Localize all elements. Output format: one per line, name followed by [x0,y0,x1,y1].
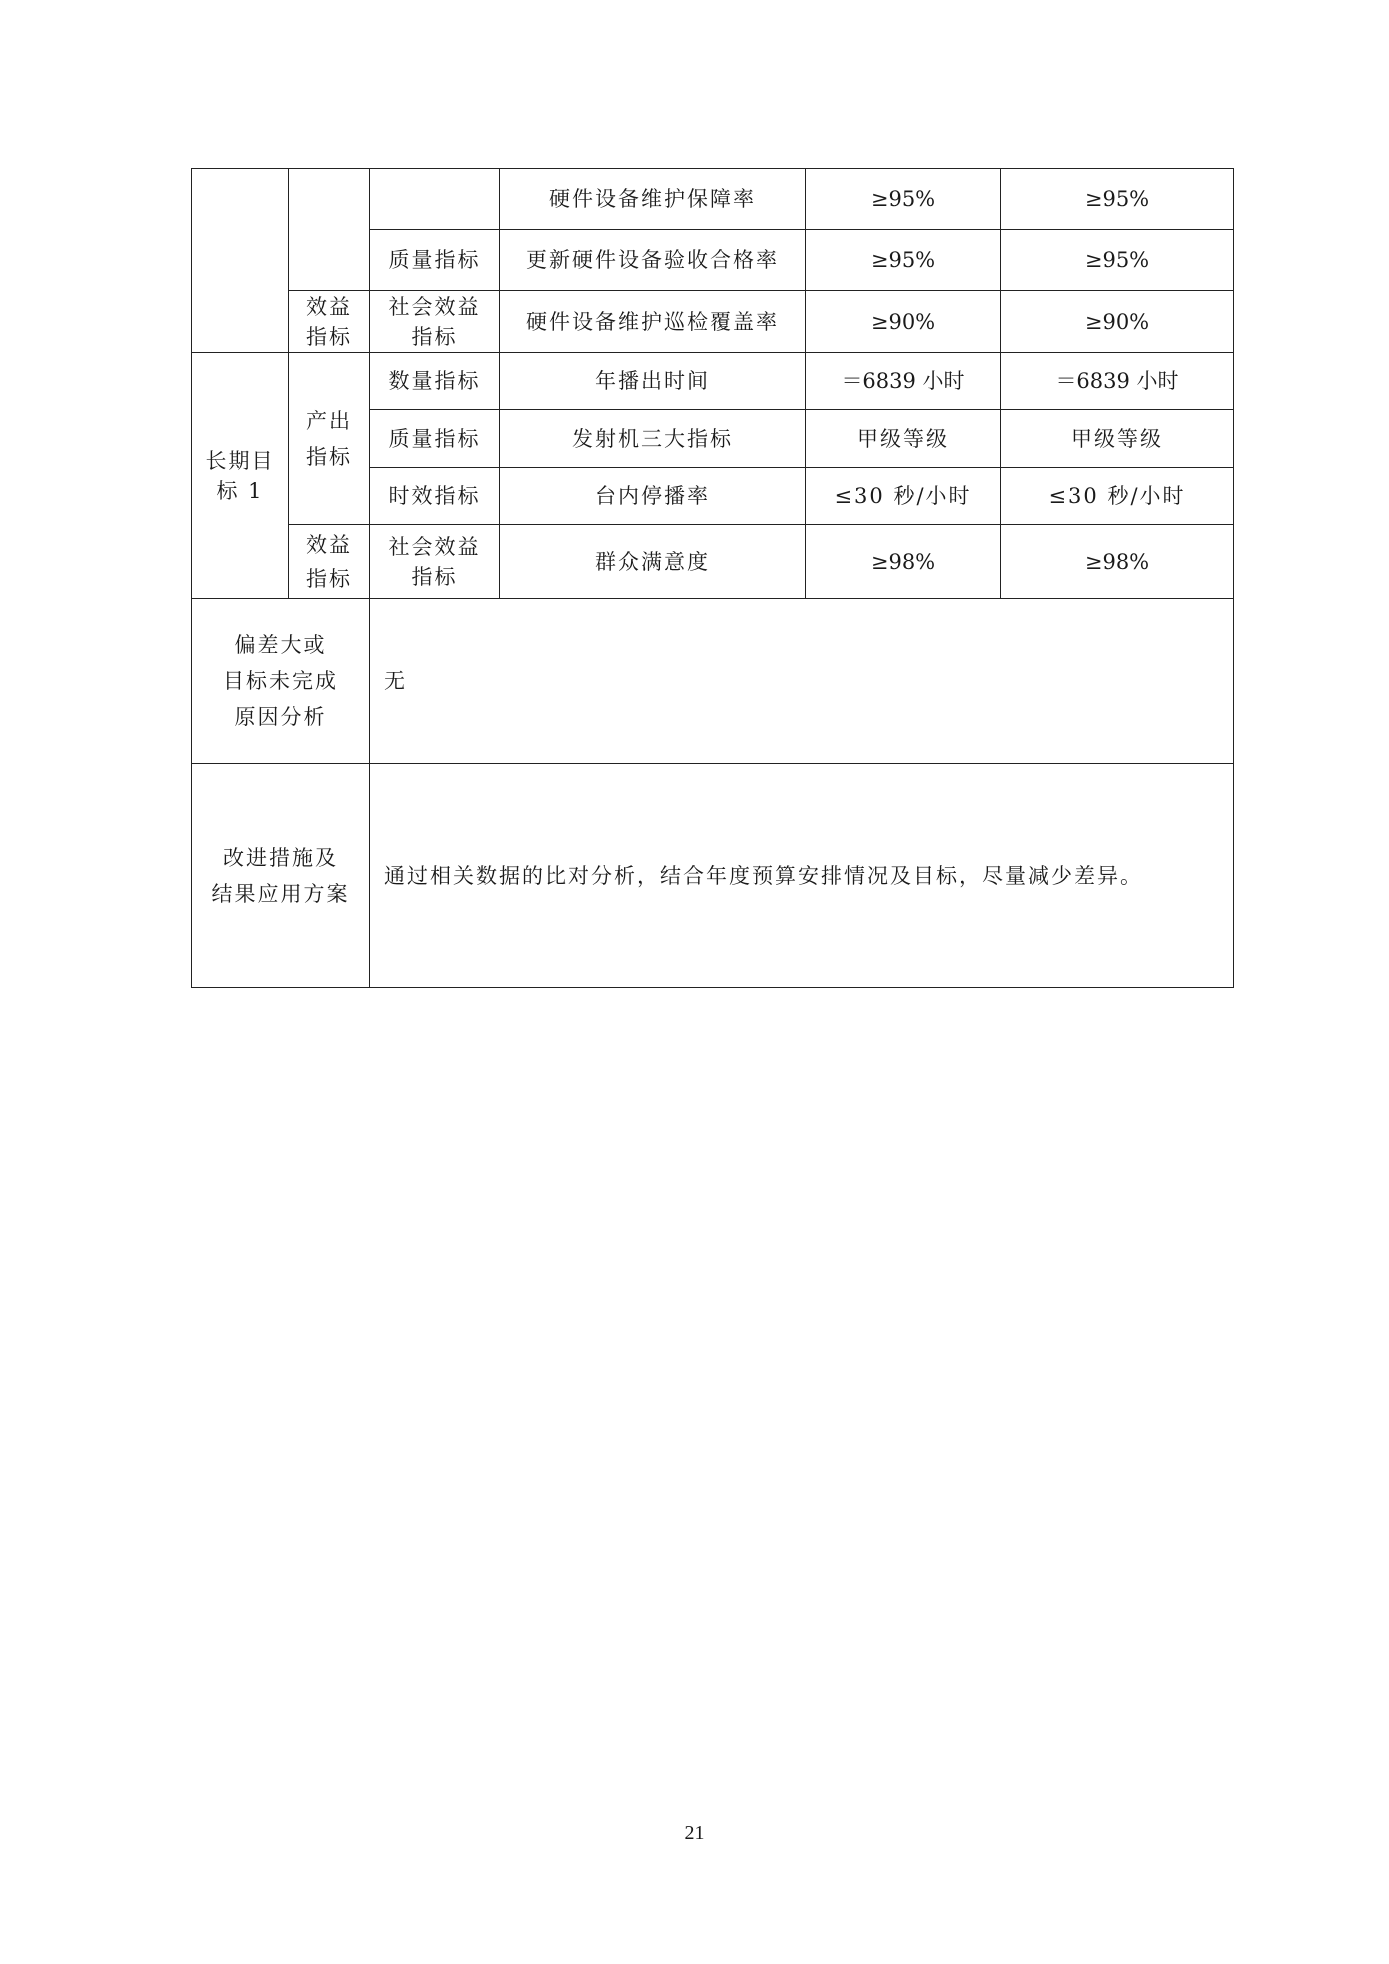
indicator-cell: 硬件设备维护巡检覆盖率 [500,291,806,353]
level3-cell: 社会效益 指标 [370,525,500,599]
actual-cell: ≥95% [1001,230,1234,291]
indicator-cell: 硬件设备维护保障率 [500,169,806,230]
indicator-cell: 群众满意度 [500,525,806,599]
indicator-cell: 台内停播率 [500,468,806,525]
level3-cell: 社会效益 指标 [370,291,500,353]
level2-cell: 效益 指标 [289,291,370,353]
deviation-label: 偏差大或 目标未完成 原因分析 [192,599,370,764]
level2-cell: 效益 指标 [289,525,370,599]
actual-cell: ≥90% [1001,291,1234,353]
table-row [192,169,1234,230]
target-cell: ≥90% [806,291,1001,353]
level2-cell: 产出 指标 [289,353,370,525]
actual-cell: ≤30 秒/小时 [1001,468,1234,525]
indicator-cell: 更新硬件设备验收合格率 [500,230,806,291]
level1-cell [192,169,289,353]
deviation-value: 无 [370,599,1234,764]
level3-cell: 时效指标 [370,468,500,525]
table-row [192,525,1234,599]
performance-table [191,168,1234,988]
deviation-row [192,599,1234,764]
actual-cell: 甲级等级 [1001,410,1234,468]
indicator-cell: 发射机三大指标 [500,410,806,468]
level3-cell [370,169,500,230]
improvement-label: 改进措施及 结果应用方案 [192,764,370,988]
actual-cell: ≥98% [1001,525,1234,599]
target-cell: ≤30 秒/小时 [806,468,1001,525]
target-cell: ≥95% [806,169,1001,230]
level2-cell [289,169,370,291]
level3-cell: 数量指标 [370,353,500,410]
improvement-row [192,764,1234,988]
indicator-cell: 年播出时间 [500,353,806,410]
target-cell: ≥95% [806,230,1001,291]
level3-cell: 质量指标 [370,230,500,291]
target-cell: ＝6839 小时 [806,353,1001,410]
level3-cell: 质量指标 [370,410,500,468]
target-cell: ≥98% [806,525,1001,599]
improvement-value: 通过相关数据的比对分析，结合年度预算安排情况及目标，尽量减少差异。 [370,764,1234,988]
target-cell: 甲级等级 [806,410,1001,468]
actual-cell: ＝6839 小时 [1001,353,1234,410]
actual-cell: ≥95% [1001,169,1234,230]
page-number: 21 [684,1822,705,1844]
level1-cell: 长期目 标 1 [192,353,289,599]
table-row [192,353,1234,410]
table-row [192,291,1234,353]
